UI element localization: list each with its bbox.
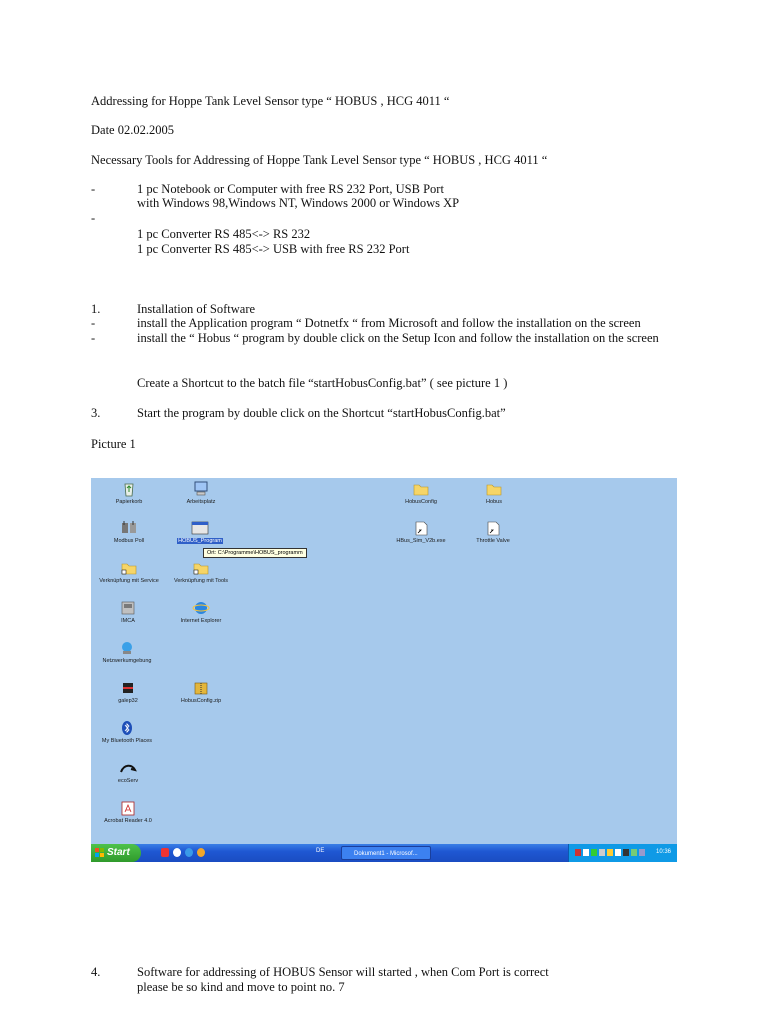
galep-icon (119, 680, 137, 696)
internet-explorer-desktop-icon[interactable]: Internet Explorer (173, 600, 229, 624)
step1a-text: install the Application program “ Dotnetfx “ from Microsoft and follow the installation on the screen (137, 316, 641, 330)
tool2-line2: 1 pc Converter RS 485<-> USB with free RS 232 Port (137, 242, 410, 256)
tray-icon[interactable] (623, 849, 629, 856)
folder-shortcut-icon (192, 560, 210, 576)
desktop-screenshot (91, 478, 677, 862)
quicklaunch-messenger-icon[interactable] (197, 848, 205, 857)
quicklaunch-app-icon[interactable] (161, 848, 169, 857)
icon-tooltip: Ort: C:\Programme\HOBUS_programm (203, 548, 307, 558)
tool1-line2: with Windows 98,Windows NT, Windows 2000 or Windows XP (137, 196, 460, 210)
folder-icon (412, 481, 430, 497)
verknuepfung-service-desktop-icon[interactable]: Verknüpfung mit Service (91, 560, 167, 584)
netzwerkumgebung-desktop-icon[interactable]: Netzwerkumgebung (97, 640, 157, 664)
step1-text: Installation of Software (137, 302, 256, 316)
galep32-desktop-icon[interactable]: galep32 (111, 680, 145, 704)
document-title: Addressing for Hoppe Tank Level Sensor type “ HOBUS , HCG 4011 “ (91, 94, 450, 108)
shortcut-text: Create a Shortcut to the batch file “startHobusConfig.bat” ( see picture 1 ) (137, 376, 508, 390)
shortcut-file-icon (412, 520, 430, 536)
bluetooth-icon (118, 720, 136, 736)
hobus-folder-icon[interactable]: Hobus (477, 481, 511, 505)
tool2-bullet: - (91, 211, 96, 225)
system-tray (568, 844, 677, 862)
throttle-valve-desktop-icon[interactable]: Throttle Valve (467, 520, 519, 544)
modbus-poll-desktop-icon[interactable]: Modbus Poll (109, 520, 149, 544)
tray-icon[interactable] (599, 849, 605, 856)
taskbar-item-document[interactable] (341, 846, 431, 860)
my-computer-icon (192, 481, 210, 497)
modbus-poll-icon (120, 520, 138, 536)
quicklaunch-media-icon[interactable] (185, 848, 193, 857)
start-button[interactable] (91, 844, 141, 862)
tray-icon[interactable] (583, 849, 589, 856)
hobus-program-desktop-icon[interactable]: HOBUS_Program (175, 520, 225, 544)
internet-explorer-icon (192, 600, 210, 616)
step4-line1: Software for addressing of HOBUS Sensor will started , when Com Port is correct (137, 965, 549, 979)
papierkorb-desktop-icon[interactable]: Papierkorb (111, 481, 147, 505)
tray-icon[interactable] (607, 849, 613, 856)
tool2-line1: 1 pc Converter RS 485<-> RS 232 (137, 227, 311, 241)
folder-shortcut-icon (120, 560, 138, 576)
language-indicator[interactable]: DE (316, 848, 325, 854)
tray-icon[interactable] (591, 849, 597, 856)
start-label: Start (107, 847, 130, 858)
step3-number: 3. (91, 406, 101, 420)
quicklaunch-browser-icon[interactable] (173, 848, 181, 857)
ecoserv-icon (119, 760, 137, 776)
imca-icon (119, 600, 137, 616)
hbus-sim-desktop-icon[interactable]: HBus_Sim_V2b.exe (389, 520, 453, 544)
tray-icon[interactable] (639, 849, 645, 856)
bluetooth-places-desktop-icon[interactable]: My Bluetooth Places (95, 720, 159, 744)
hobusconfig-folder-icon[interactable]: HobusConfig (397, 481, 445, 505)
step1b-text: install the “ Hobus “ program by double click on the Setup Icon and follow the installation on the screen (137, 331, 659, 345)
tray-icon[interactable] (615, 849, 621, 856)
shortcut-file-icon (484, 520, 502, 536)
tool1-bullet: - (91, 182, 96, 196)
document-date: Date 02.02.2005 (91, 123, 174, 137)
verknuepfung-tools-desktop-icon[interactable]: Verknüpfung mit Tools (169, 560, 233, 584)
windows-flag-icon (95, 848, 104, 857)
zip-archive-icon (192, 680, 210, 696)
network-places-icon (118, 640, 136, 656)
tray-icon[interactable] (575, 849, 581, 856)
taskbar-clock: 10:36 (655, 849, 671, 855)
step3-text: Start the program by double click on the Shortcut “startHobusConfig.bat” (137, 406, 506, 420)
picture-caption: Picture 1 (91, 437, 136, 451)
acrobat-reader-icon (119, 800, 137, 816)
step1a-bullet: - (91, 316, 96, 330)
application-window-icon (191, 520, 209, 536)
task-item-label: Dokument1 - Microsof... (354, 851, 418, 857)
tools-heading: Necessary Tools for Addressing of Hoppe Tank Level Sensor type “ HOBUS , HCG 4011 “ (91, 153, 548, 167)
tool1-line1: 1 pc Notebook or Computer with free RS 232 Port, USB Port (137, 182, 444, 196)
step4-line2: please be so kind and move to point no. 7 (137, 980, 345, 994)
step1b-bullet: - (91, 331, 96, 345)
hobusconfig-zip-desktop-icon[interactable]: HobusConfig.zip (175, 680, 227, 704)
step4-number: 4. (91, 965, 101, 979)
arbeitsplatz-desktop-icon[interactable]: Arbeitsplatz (179, 481, 223, 505)
ecoserv-desktop-icon[interactable]: ecoServ (113, 760, 143, 784)
folder-icon (485, 481, 503, 497)
imca-desktop-icon[interactable]: IMCA (113, 600, 143, 624)
tray-icon[interactable] (631, 849, 637, 856)
step1-number: 1. (91, 302, 101, 316)
taskbar (91, 844, 677, 862)
recycle-bin-icon (120, 481, 138, 497)
acrobat-reader-desktop-icon[interactable]: Acrobat Reader 4.0 (97, 800, 159, 824)
